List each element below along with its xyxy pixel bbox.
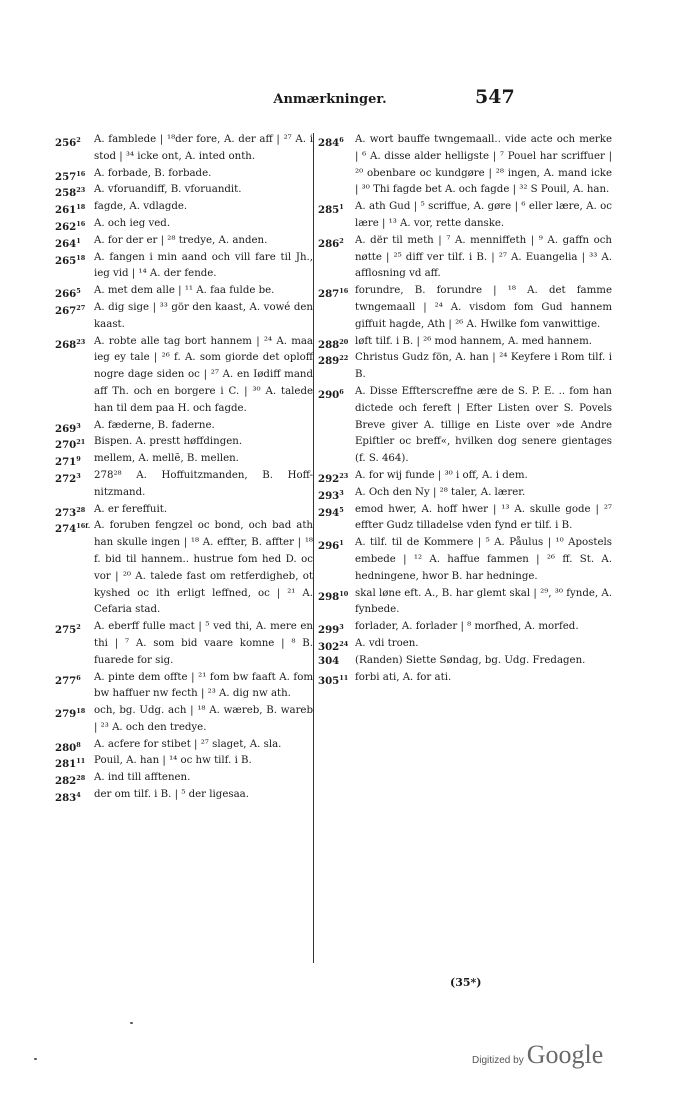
entry-number: $274^{16f.}$	[55, 522, 91, 536]
entry-text: A. dër til meth | ⁷ A. menniffeth | ⁹ A. gaffn och nøtte | ²⁵ diff ver tilf. i B. | ²⁷ A. Euangelia | ³³ A. afflosning vd aff.	[355, 234, 612, 280]
entry-number: $298^{10}$	[318, 589, 349, 603]
annotation-entry	[318, 334, 612, 351]
annotation-entry	[318, 132, 612, 199]
entry-text: 278²⁸ A. Hoffuitzmanden, B. Hoff-nitzmand.	[94, 469, 313, 498]
entry-number: $286^2$	[318, 236, 344, 250]
entry-number: $266^5$	[55, 287, 81, 301]
entry-number: $265^{18}$	[55, 253, 86, 267]
annotation-entry	[318, 283, 612, 333]
entry-number: 304	[318, 654, 340, 667]
entry-line-number: 28	[76, 774, 86, 783]
entry-number: $269^3$	[55, 421, 81, 435]
entry-line-number: 3	[339, 623, 344, 632]
annotation-entry	[55, 518, 313, 619]
entry-text: mellem, A. mellẽ, B. mellen.	[94, 453, 239, 465]
entry-text: forbi ati, A. for ati.	[355, 671, 452, 683]
entry-line-number: 2	[339, 236, 344, 245]
entry-line-number: 18	[76, 203, 86, 212]
annotation-entry	[55, 233, 313, 250]
entry-line-number: 21	[76, 438, 86, 447]
annotation-entry	[55, 182, 313, 199]
annotation-entry	[55, 451, 313, 468]
entry-line-number: 1	[76, 236, 81, 245]
entry-text: A. fæderne, B. faderne.	[94, 419, 215, 431]
entry-number: $280^8$	[55, 740, 81, 754]
entry-number: $267^{27}$	[55, 303, 86, 317]
entry-text: (Randen) Siette Søndag, bg. Udg. Fredagen.	[355, 654, 586, 666]
entry-number: $292^{23}$	[318, 471, 349, 485]
entry-number: $289^{22}$	[318, 354, 349, 368]
entry-line-number: 22	[339, 354, 349, 363]
entry-text: A. vdi troen.	[355, 637, 419, 649]
annotation-entry	[55, 132, 313, 166]
entry-number: $256^2$	[55, 136, 81, 149]
entry-text: A. Och den Ny | ²⁸ taler, A. lærer.	[355, 486, 526, 498]
scan-speck	[34, 1058, 37, 1060]
entry-number: $264^1$	[55, 236, 81, 250]
left-column	[55, 132, 313, 804]
entry-text: A. vforuandiff, B. vforuandit.	[94, 184, 242, 196]
entry-text: A. er fereffuit.	[94, 503, 168, 515]
annotation-entry	[55, 770, 313, 787]
entry-line-number: 10	[339, 589, 349, 598]
entry-number: $270^{21}$	[55, 438, 86, 452]
watermark-prefix: Digitized by	[472, 1055, 524, 1066]
entry-line-number: 23	[76, 337, 86, 346]
entry-line-number: 1	[339, 203, 344, 212]
entry-text: A. acfere for stibet | ²⁷ slaget, A. sla.	[94, 738, 282, 750]
annotation-entry	[318, 350, 612, 384]
entry-text: A. ath Gud | ⁵ scriffue, A. gøre | ⁶ eller lære, A. oc lære | ¹³ A. vor, rette danske.	[355, 201, 612, 229]
entry-line-number: 3	[76, 471, 81, 480]
entry-number: $299^3$	[318, 623, 344, 637]
annotation-entry	[55, 502, 313, 519]
entry-line-number: 5	[76, 287, 81, 296]
entry-text: skal løne eft. A., B. har glemt skal | ²⁹, ³⁰ fynde, A. fynbede.	[355, 587, 612, 616]
annotation-entry	[318, 485, 612, 502]
annotation-entry	[55, 300, 313, 334]
annotation-entry	[318, 535, 612, 585]
entry-line-number: 18	[76, 253, 86, 262]
annotation-entry	[55, 753, 313, 770]
entry-text: A. for der er | ²⁸ tredye, A. anden.	[94, 234, 268, 246]
entry-text: A. dig sige | ³³ gör den kaast, A. vowé den kaast.	[94, 301, 313, 330]
entry-text: A. forbade, B. forbade.	[94, 167, 212, 179]
entry-line-number: 16f.	[76, 522, 91, 531]
entry-number: $277^6$	[55, 673, 81, 687]
entry-line-number: 9	[76, 455, 81, 464]
entry-number: $257^{16}$	[55, 169, 86, 183]
digitized-watermark	[472, 1040, 603, 1070]
entry-number: $281^{11}$	[55, 757, 86, 771]
annotation-entry	[55, 334, 313, 418]
annotation-entry	[55, 166, 313, 183]
entry-number: $282^{28}$	[55, 774, 86, 788]
entry-number: $268^{23}$	[55, 337, 86, 351]
annotation-entry	[55, 434, 313, 451]
entry-line-number: 3	[76, 421, 81, 430]
annotation-entry	[55, 703, 313, 737]
annotation-entry	[318, 468, 612, 485]
entry-line-number: 4	[76, 791, 81, 800]
entry-text: A. fangen i min aand och vill fare til Jh., ieg vid | ¹⁴ A. der fende.	[94, 251, 313, 280]
entry-number: $285^1$	[318, 203, 344, 217]
entry-number: $302^{24}$	[318, 639, 349, 653]
annotation-entry	[55, 787, 313, 804]
entry-text: løft tilf. i B. | ²⁶ mod hannem, A. med hannem.	[355, 335, 592, 347]
annotation-entry	[318, 502, 612, 536]
annotation-entry	[55, 468, 313, 502]
entry-text: der om tilf. i B. | ⁵ der ligesaa.	[94, 789, 249, 801]
entry-number: $296^1$	[318, 539, 344, 553]
entry-line-number: 11	[76, 757, 86, 766]
entry-number: $275^2$	[55, 623, 81, 637]
entry-text: A. famblede | ¹⁸der fore, A. der aff | ²⁷ A. i stod | ³⁴ icke ont, A. inted onth.	[94, 134, 313, 162]
annotation-entry	[318, 619, 612, 636]
entry-number: $294^5$	[318, 505, 344, 519]
entry-text: A. wort bauffe twngemaall.. vide acte och merke | ⁶ A. disse alder helligste | ⁷ Pouel har scriffuer | ²⁰ obenbare oc kundgøre | ²⁸ ingen, A. mand icke | ³⁰ Thi fagde bet A. och fagde | ³² S Pouil, A. han.	[355, 134, 612, 196]
entry-text: forlader, A. forlader | ⁸ morfhed, A. morfed.	[355, 621, 579, 633]
entry-text: och, bg. Udg. ach | ¹⁸ A. wæreb, B. wareb | ²³ A. och den tredye.	[94, 705, 313, 733]
entry-line-number: 23	[76, 186, 86, 195]
entry-line-number: 28	[76, 505, 86, 514]
entry-text: A. Disse Effterscreffne ære de S. P. E. .. fom han dictede och fereft | Efter Listen over S. Povels Breve giver A. tillige en Liste over »de Andre Epiftler oc breff«, hvilken dog senere gientages (f. S. 464).	[355, 385, 612, 465]
watermark-logo: Google	[526, 1040, 604, 1069]
entry-line-number: 2	[76, 623, 81, 632]
annotation-entry	[318, 233, 612, 283]
annotation-entry	[318, 586, 612, 620]
entry-number: $287^{16}$	[318, 287, 349, 301]
entry-number: $283^4$	[55, 791, 81, 805]
entry-text: fagde, A. vdlagde.	[94, 201, 188, 213]
entry-number: $273^{28}$	[55, 505, 86, 519]
entry-number: $258^{23}$	[55, 186, 86, 200]
entry-line-number: 20	[339, 337, 349, 346]
entry-line-number: 2	[76, 136, 81, 144]
page-number: 547	[475, 86, 515, 108]
signature-mark: (35*)	[450, 976, 482, 989]
entry-text: A. och ieg ved.	[94, 217, 171, 229]
entry-text: A. pinte dem offte | ²¹ fom bw faaft A. fom bw haffuer nw fecth | ²³ A. dig nw ath.	[94, 671, 313, 700]
entry-line-number: 11	[339, 673, 349, 682]
entry-line-number: 6	[339, 387, 344, 396]
entry-number: $262^{16}$	[55, 219, 86, 233]
entry-line-number: 5	[339, 505, 344, 514]
annotation-entry	[55, 619, 313, 669]
entry-number: $290^6$	[318, 387, 344, 401]
annotation-entry	[318, 670, 612, 687]
scan-speck	[130, 1022, 133, 1024]
entry-number: $272^3$	[55, 471, 81, 485]
annotation-entry	[55, 216, 313, 233]
annotation-entry	[55, 283, 313, 300]
annotation-entry	[55, 250, 313, 284]
entry-line-number: 3	[339, 488, 344, 497]
entry-line-number: 27	[76, 303, 86, 312]
entry-text: Bispen. A. prestt høffdingen.	[94, 436, 243, 448]
column-divider	[313, 133, 314, 963]
entry-text: emod hwer, A. hoff hwer | ¹³ A. skulle gode | ²⁷ effter Gudz tilladelse vden fynd er tilf. i B.	[355, 503, 612, 532]
annotation-entry	[318, 636, 612, 653]
entry-line-number: 18	[76, 707, 86, 716]
entry-text: Christus Gudz fön, A. han | ²⁴ Keyfere i Rom tilf. i B.	[355, 352, 612, 381]
entry-number: $288^{20}$	[318, 337, 349, 351]
entry-line-number: 16	[339, 287, 349, 296]
annotation-entry	[318, 653, 612, 670]
annotation-entry	[55, 737, 313, 754]
entry-line-number: 6	[339, 136, 344, 144]
right-column	[318, 132, 612, 686]
entry-number: $305^{11}$	[318, 673, 349, 687]
entry-text: A. met dem alle | ¹¹ A. faa fulde be.	[94, 285, 275, 297]
entry-text: A. ind till afftenen.	[94, 772, 191, 784]
entry-number: $271^9$	[55, 455, 81, 469]
entry-text: A. foruben fengzel oc bond, och bad ath han skulle ingen | ¹⁸ A. effter, B. affter | ¹⁸ f. bid til hannem.. hustrue fom hed D. oc vor | ²⁰ A. talede fast om retferdigheb, ot kyshed oc ith erligt leffned, oc | ²¹ A. Cefaria stad.	[94, 520, 313, 616]
annotation-entry	[55, 670, 313, 704]
entry-number: $293^3$	[318, 488, 344, 502]
annotation-entry	[55, 199, 313, 216]
entry-line-number: 24	[339, 639, 349, 648]
entry-text: A. eberff fulle mact | ⁵ ved thi, A. mere en thi | ⁷ A. som bid vaare komne | ⁸ B. fuarede for sig.	[94, 621, 313, 666]
entry-number: $261^{18}$	[55, 203, 86, 217]
annotation-entry	[55, 418, 313, 435]
entry-number: $284^6$	[318, 136, 344, 149]
entry-line-number: 16	[76, 219, 86, 228]
entry-text: Pouil, A. han | ¹⁴ oc hw tilf. i B.	[94, 755, 252, 767]
entry-number: $279^{18}$	[55, 707, 86, 721]
entry-line-number: 1	[339, 539, 344, 548]
entry-line-number: 16	[76, 169, 86, 178]
entry-text: A. tilf. til de Kommere | ⁵ A. Påulus | ¹⁰ Apostels embede | ¹² A. haffue fammen | ²⁶ ff. St. A. hedningene, hwor B. har hedninge.	[355, 537, 612, 582]
entry-text: forundre, B. forundre | ¹⁸ A. det famme twngemaall | ²⁴ A. visdom fom Gud hannem giffuit hagde, Ath | ²⁶ A. Hwilke fom vanwittige.	[355, 285, 612, 330]
annotation-entry	[318, 199, 612, 233]
header-title: Anmærkninger.	[273, 92, 387, 107]
entry-text: A. robte alle tag bort hannem | ²⁴ A. maa ieg ey tale | ²⁶ f. A. som giorde det oploff nogre dage siden oc | ²⁷ A. en Iødiff mand aff Th. och en borgere i C. | ³⁰ A. talede han til dem paa H. och fagde.	[94, 335, 313, 414]
annotation-entry	[318, 384, 612, 468]
entry-line-number: 8	[76, 740, 81, 749]
entry-line-number: 6	[76, 673, 81, 682]
entry-text: A. for wij funde | ³⁰ i off, A. i dem.	[355, 469, 528, 481]
entry-line-number: 23	[339, 471, 349, 480]
